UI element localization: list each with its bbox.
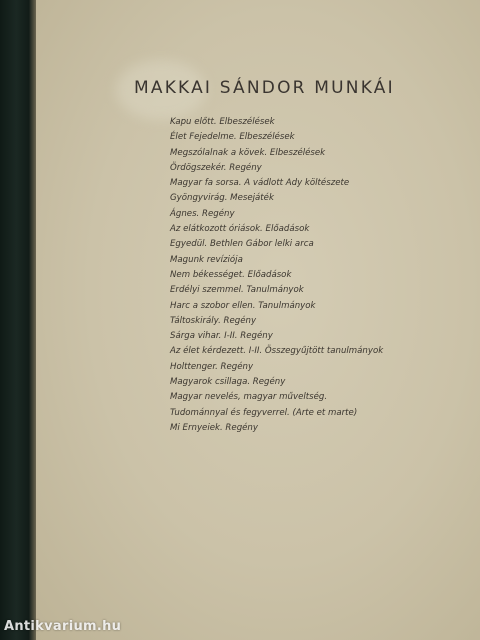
work-item: Az elátkozott óriások. Előadások [170,224,310,235]
page-heading: MAKKAI SÁNDOR MUNKÁI [134,78,395,98]
watermark-text: Antikvarium.hu [4,619,122,634]
work-item: Magyar fa sorsa. A vádlott Ady költészete [170,178,350,189]
work-item: Harc a szobor ellen. Tanulmányok [170,300,316,311]
work-item: Magyarok csillaga. Regény [170,377,286,388]
work-item: Mi Ernyeiek. Regény [170,422,258,433]
work-item: Táltoskirály. Regény [170,315,257,326]
work-item: Ágnes. Regény [170,208,235,219]
work-item: Gyöngyvirág. Mesejáték [170,193,274,204]
work-item: Magunk revíziója [170,254,243,265]
work-item: Tudománnyal és fegyverrel. (Arte et marte) [170,407,358,418]
works-list [170,115,383,436]
work-item: Nem békességet. Előadások [170,269,292,280]
work-item: Magyar nevelés, magyar műveltség. [170,392,328,403]
work-item: Az élet kérdezett. I-II. Összegyűjtött tanulmányok [170,346,384,357]
book-spine [0,0,36,640]
work-item: Egyedül. Bethlen Gábor lelki arca [170,239,314,250]
work-item: Megszólalnak a kövek. Elbeszélések [170,147,326,158]
work-item: Erdélyi szemmel. Tanulmányok [170,285,304,296]
work-item: Kapu előtt. Elbeszélések [170,117,275,127]
work-item: Sárga vihar. I-II. Regény [170,331,273,342]
work-item: Élet Fejedelme. Elbeszélések [170,132,295,143]
work-item: Ördögszekér. Regény [170,162,262,173]
work-item: Holttenger. Regény [170,361,254,372]
